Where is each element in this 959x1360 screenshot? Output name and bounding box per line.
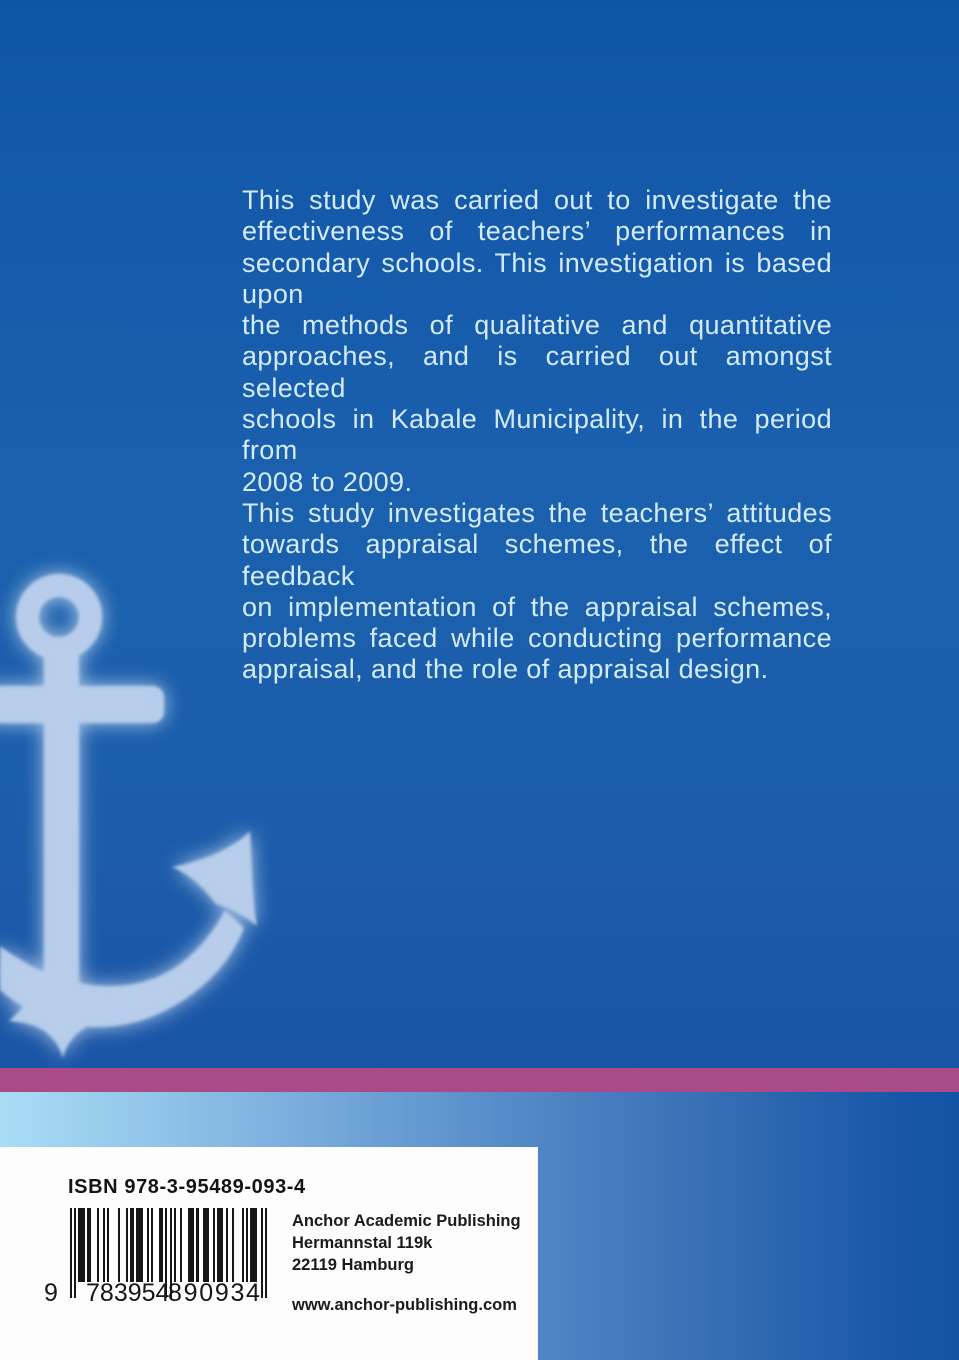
barcode-bar xyxy=(265,1208,267,1298)
barcode-digit: 7 xyxy=(86,1279,100,1307)
barcode-digit: 0 xyxy=(199,1279,214,1307)
barcode-lead-digit: 9 xyxy=(44,1279,58,1307)
barcode-bar xyxy=(103,1208,105,1282)
barcode-bar xyxy=(70,1208,72,1298)
barcode-digit: 9 xyxy=(214,1279,229,1307)
barcode-bar xyxy=(151,1208,153,1282)
publisher-name: Anchor Academic Publishing xyxy=(292,1212,521,1230)
barcode-bar xyxy=(180,1208,182,1282)
barcode-bar xyxy=(250,1208,256,1282)
barcode-bar xyxy=(147,1208,149,1282)
barcode-bar xyxy=(261,1208,263,1298)
barcode-bar xyxy=(196,1208,198,1282)
synopsis-line: This study investigates the teachers’ attitudes xyxy=(242,497,832,528)
barcode-bar xyxy=(188,1208,194,1282)
synopsis-line: problems faced while conducting performance xyxy=(242,623,832,654)
synopsis-line: effectiveness of teachers’ performances in xyxy=(242,216,832,247)
barcode-bar xyxy=(118,1208,120,1282)
barcode-digit: 9 xyxy=(183,1279,198,1307)
anchor-icon xyxy=(0,545,320,1085)
barcode-bar xyxy=(159,1208,163,1282)
barcode-right-digits xyxy=(168,1279,260,1308)
barcode-bar xyxy=(246,1208,248,1282)
synopsis-text xyxy=(242,185,832,686)
barcode-digit: 3 xyxy=(230,1279,245,1307)
barcode-digit: 3 xyxy=(113,1279,128,1307)
synopsis-line: schools in Kabale Municipality, in the period from xyxy=(242,404,832,466)
barcode-bar xyxy=(242,1208,244,1282)
barcode-bar xyxy=(97,1208,99,1282)
barcode-bar xyxy=(78,1208,84,1282)
barcode-digit: 8 xyxy=(168,1279,182,1307)
barcode-bar xyxy=(126,1208,128,1282)
publisher-block xyxy=(292,1210,521,1276)
barcode-left-digits xyxy=(86,1279,170,1308)
barcode-digit: 4 xyxy=(246,1279,260,1307)
barcode-bar xyxy=(107,1208,109,1282)
barcode-digit: 4 xyxy=(155,1279,170,1307)
barcode-digit: 5 xyxy=(141,1279,156,1307)
synopsis-line: towards appraisal schemes, the effect of feedback xyxy=(242,529,832,591)
barcode-bar xyxy=(87,1208,91,1282)
barcode-bar xyxy=(74,1208,76,1298)
synopsis-line: This study was carried out to investigate the xyxy=(242,185,832,215)
synopsis-line: on implementation of the appraisal schemes, xyxy=(242,591,832,622)
synopsis-line: approaches, and is carried out amongst selected xyxy=(242,341,832,403)
synopsis-line: secondary schools. This investigation is based upon xyxy=(242,247,832,309)
publisher-city: 22119 Hamburg xyxy=(292,1256,414,1274)
barcode-digit: 8 xyxy=(99,1279,114,1307)
barcode-bar xyxy=(232,1208,234,1282)
accent-stripe xyxy=(0,1068,959,1092)
synopsis-line: appraisal, and the role of appraisal design. xyxy=(242,654,769,685)
barcode-bar xyxy=(213,1208,215,1282)
barcode-bar xyxy=(217,1208,223,1282)
publisher-website: www.anchor-publishing.com xyxy=(292,1296,517,1314)
barcode-bar xyxy=(174,1208,176,1282)
publisher-street: Hermannstal 119k xyxy=(292,1234,433,1252)
synopsis-line: the methods of qualitative and quantitative xyxy=(242,310,832,341)
barcode-bar xyxy=(203,1208,209,1282)
barcode-bar xyxy=(226,1208,228,1282)
barcode-bar xyxy=(136,1208,142,1282)
isbn-label: ISBN 978-3-95489-093-4 xyxy=(68,1176,306,1198)
synopsis-line: 2008 to 2009. xyxy=(242,466,413,497)
barcode-digit: 9 xyxy=(127,1279,142,1307)
barcode-bar xyxy=(130,1208,134,1282)
